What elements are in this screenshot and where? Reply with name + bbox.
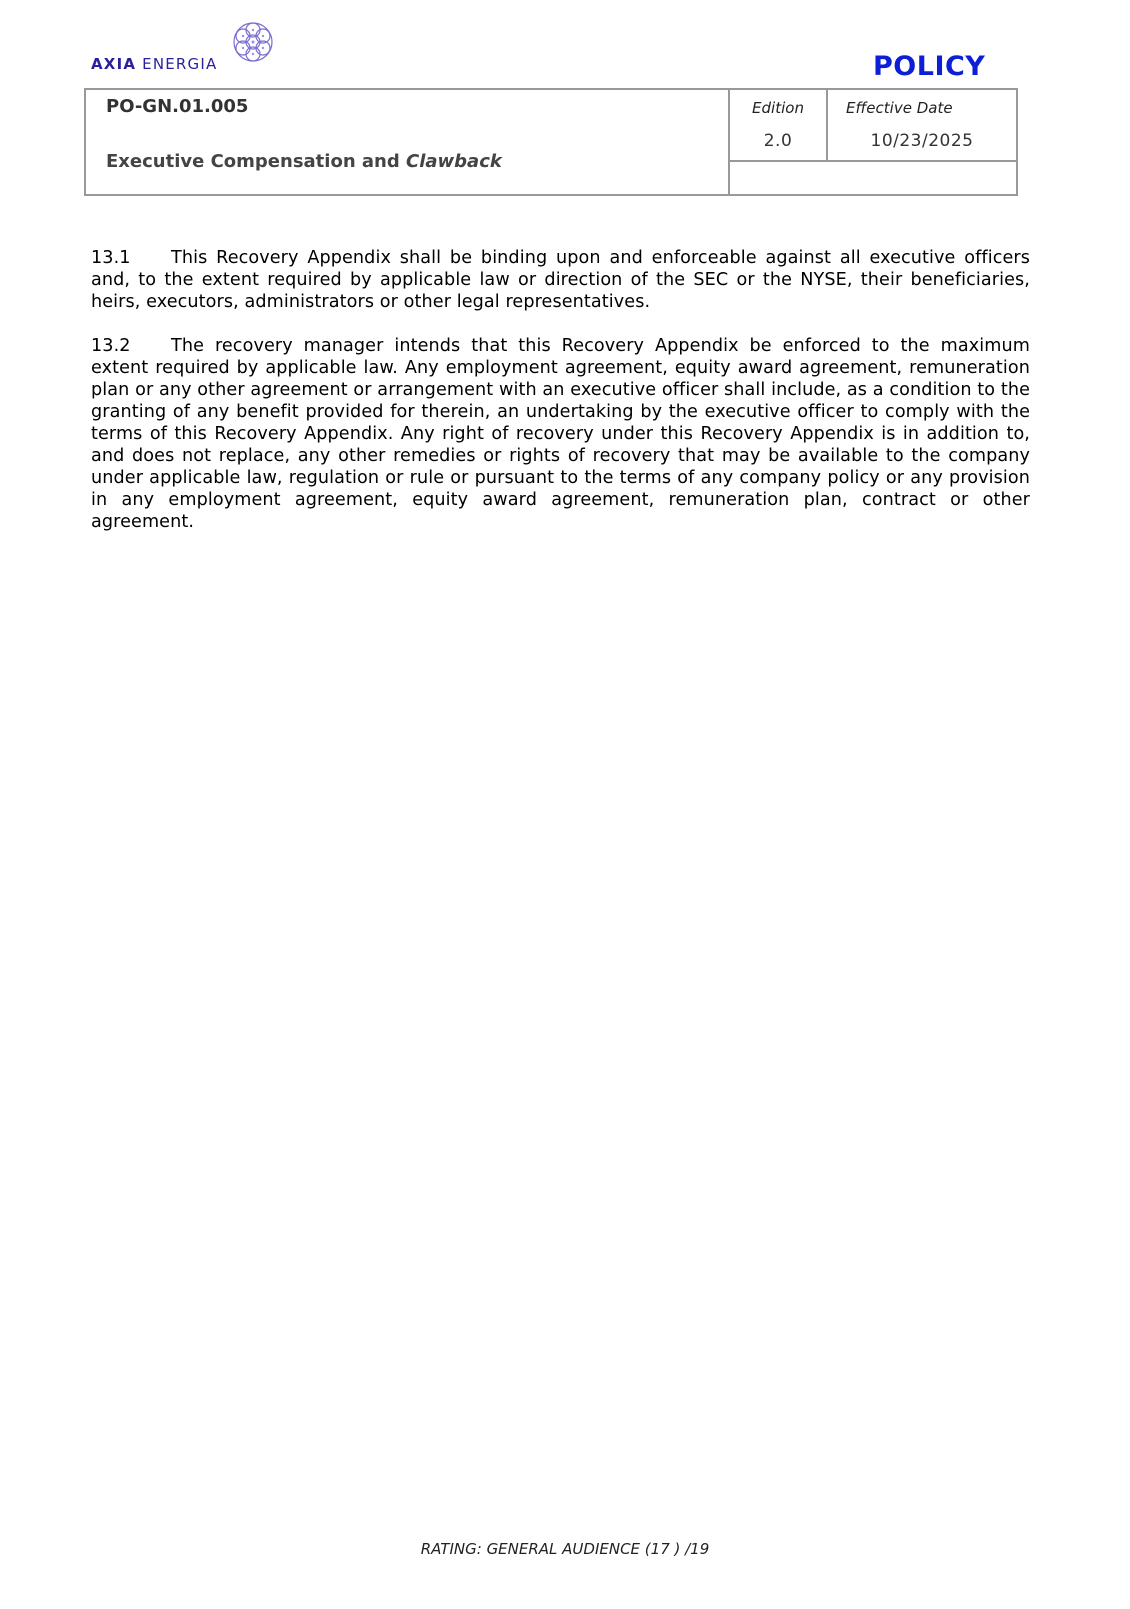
document-title-plain: Executive Compensation and bbox=[106, 151, 407, 172]
effective-date-value: 10/23/2025 bbox=[870, 131, 974, 151]
effective-date-label: Effective Date bbox=[846, 99, 953, 117]
edition-label: Edition bbox=[752, 99, 804, 117]
logo-wordmark bbox=[91, 55, 217, 73]
table-divider bbox=[826, 90, 828, 162]
document-type-label: POLICY bbox=[873, 51, 986, 82]
section-paragraph bbox=[91, 247, 1030, 313]
document-code: PO-GN.01.005 bbox=[106, 96, 249, 117]
section-number: 13.2 bbox=[91, 336, 131, 356]
section-text: The recovery manager intends that this Recovery Appendix be enforced to the maximum extent required by applicable law. Any employment agreement, equity award agreement, remuneration plan or any other agreement or arrangement with an executive officer shall include, as a condition to the granting of any benefit provided for therein, an undertaking by the executive officer to comply with the terms of this Recovery Appendix. Any right of recovery under this Recovery Appendix is in addition to, and does not replace, any other remedies or rights of recovery that may be available to the company under applicable law, regulation or rule or pursuant to the terms of any company policy or any provision in any employment agreement, equity award agreement, remuneration plan, contract or other agreement. bbox=[91, 336, 1031, 532]
document-title-italic: Clawback bbox=[406, 151, 502, 172]
document-title bbox=[106, 151, 502, 172]
document-header-table bbox=[84, 88, 1018, 196]
company-logo bbox=[91, 20, 291, 76]
geometric-sphere-logo-icon bbox=[231, 20, 275, 64]
document-body bbox=[91, 247, 1030, 555]
table-divider bbox=[728, 160, 1016, 162]
section-number: 13.1 bbox=[91, 248, 131, 268]
section-paragraph bbox=[91, 335, 1030, 533]
edition-value: 2.0 bbox=[763, 131, 793, 151]
page-footer: RATING: GENERAL AUDIENCE (17 ) /19 bbox=[420, 1540, 710, 1558]
section-text: This Recovery Appendix shall be binding upon and enforceable against all executive officers and, to the extent required by applicable law or direction of the SEC or the NYSE, their beneficiaries, heirs, executors, administrators or other legal representatives. bbox=[91, 248, 1030, 312]
logo-brand-bold: AXIA bbox=[91, 55, 137, 73]
logo-brand-rest: ENERGIA bbox=[142, 55, 218, 73]
